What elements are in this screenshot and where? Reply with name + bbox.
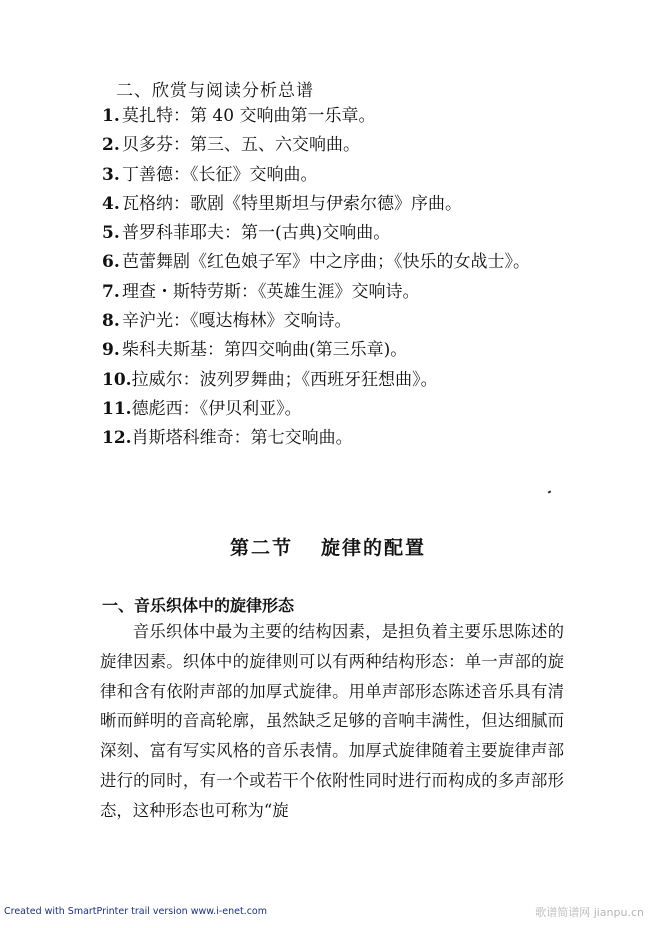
list-item: 2. 贝多芬：第三、五、六交响曲。 (102, 135, 360, 156)
list-item: 12.肖斯塔科维奇：第七交响曲。 (102, 428, 353, 449)
body-paragraph (100, 617, 564, 827)
list-item: 1. 莫扎特：第 40 交响曲第一乐章。 (102, 106, 376, 126)
list-item: 8. 辛沪光：《嘎达梅林》交响诗。 (102, 311, 352, 332)
paragraph-text: 音乐织体中最为主要的结构因素，是担负着主要乐思陈述的旋律因素。织体中的旋律则可以有两种结构形态：单一声部的旋律和含有依附声部的加厚式旋律。用单声部形态陈述音乐具有清晰而鲜明的音高轮廓，虽然缺乏足够的音响丰满性，但达细腻而深刻、富有写实风格的音乐表情。加厚式旋律随着主要旋律声部进行的同时，有一个或若干个依附性同时进行而构成的多声部形态，这种形态也可称为“旋 (100, 622, 564, 820)
appreciation-heading: 二、欣赏与阅读分析总谱 (116, 81, 314, 101)
scan-speck (548, 490, 552, 493)
section-title (0, 533, 656, 560)
list-item: 11.德彪西：《伊贝利亚》。 (102, 398, 302, 419)
list-item: 9. 柴科夫斯基：第四交响曲(第三乐章)。 (102, 340, 408, 361)
footer-credit: Created with SmartPrinter trail version www.i-enet.com (4, 906, 267, 917)
list-item: 6. 芭蕾舞剧《红色娘子军》中之序曲；《快乐的女战士》。 (102, 252, 530, 273)
list-item: 5. 普罗科菲耶夫：第一(古典)交响曲。 (102, 223, 391, 244)
subsection-heading: 一、音乐织体中的旋律形态 (102, 596, 295, 615)
appreciation-list (102, 102, 530, 454)
list-item: 3. 丁善德：《长征》交响曲。 (102, 164, 318, 185)
section-name: 旋律的配置 (321, 537, 427, 559)
list-item: 7. 理查・斯特劳斯：《英雄生涯》交响诗。 (102, 281, 420, 302)
list-item: 10.拉威尔：波列罗舞曲；《西班牙狂想曲》。 (102, 369, 438, 390)
watermark: 歌谱简谱网 jianpu.cn (535, 906, 644, 919)
section-number: 第二节 (229, 537, 293, 559)
list-item: 4. 瓦格纳：歌剧《特里斯坦与伊索尔德》序曲。 (102, 193, 462, 214)
